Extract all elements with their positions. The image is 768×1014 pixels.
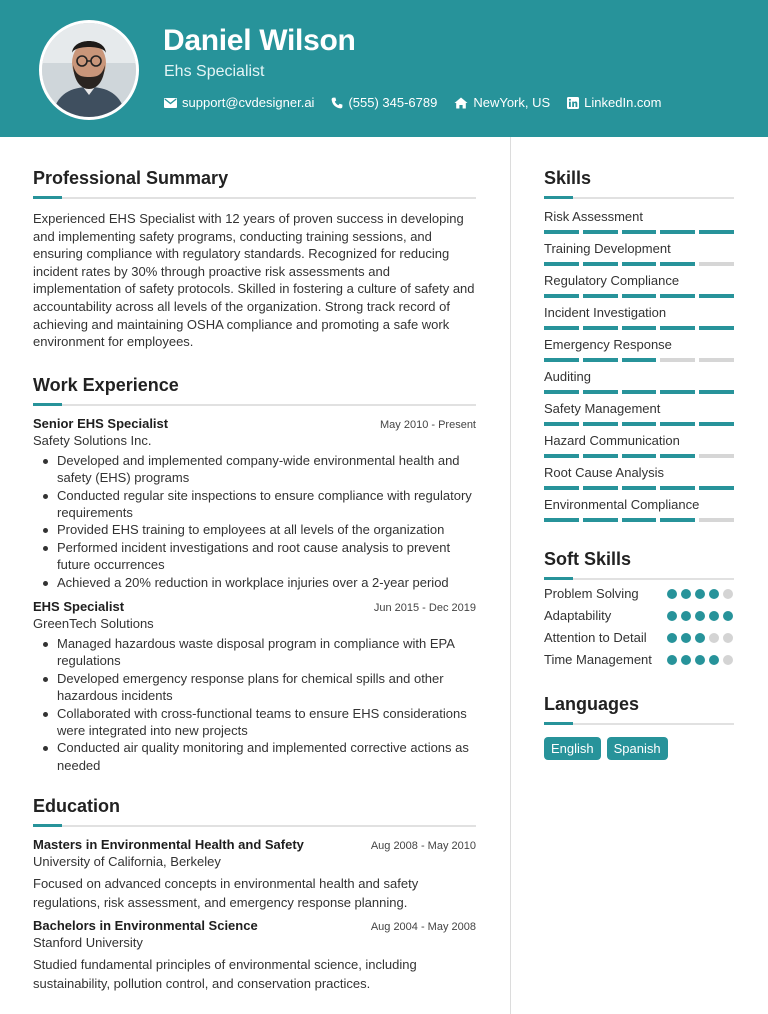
skill-level-segment xyxy=(544,326,579,330)
soft-skill-item xyxy=(544,651,734,668)
summary-section xyxy=(33,168,476,351)
skill-level-bar xyxy=(544,230,734,234)
home-icon xyxy=(454,97,468,109)
soft-skill-name: Attention to Detail xyxy=(544,630,647,645)
skill-level-segment xyxy=(544,294,579,298)
skill-level-segment xyxy=(544,518,579,522)
job-bullet: Performed incident investigations and root cause analysis to prevent future occurrences xyxy=(33,539,476,574)
soft-skill-rating xyxy=(667,629,734,643)
skill-level-segment xyxy=(699,518,734,522)
profile-photo xyxy=(42,23,136,117)
rating-dot xyxy=(667,611,677,621)
skill-level-segment xyxy=(583,326,618,330)
degree-title: Masters in Environmental Health and Safety xyxy=(33,837,304,853)
skill-level-segment xyxy=(622,390,657,394)
rating-dot xyxy=(695,655,705,665)
soft-skill-name: Problem Solving xyxy=(544,586,639,601)
skill-level-segment xyxy=(660,358,695,362)
skill-level-bar xyxy=(544,454,734,458)
contact-bar xyxy=(164,95,679,110)
job-bullet: Conducted regular site inspections to ensure compliance with regulatory requirements xyxy=(33,487,476,522)
skill-level-segment xyxy=(583,518,618,522)
skills-heading: Skills xyxy=(544,168,592,188)
envelope-icon xyxy=(164,98,177,108)
skill-level-segment xyxy=(622,518,657,522)
skill-level-segment xyxy=(699,326,734,330)
skill-level-segment xyxy=(544,454,579,458)
skill-item xyxy=(544,401,734,426)
education-entry xyxy=(33,918,476,993)
languages-section xyxy=(544,694,734,760)
soft-skill-item xyxy=(544,607,734,624)
skill-level-segment xyxy=(699,358,734,362)
skills-list xyxy=(544,209,734,522)
skill-level-segment xyxy=(544,422,579,426)
soft-skill-item xyxy=(544,629,734,646)
phone-icon xyxy=(331,97,343,109)
job-bullet: Developed emergency response plans for chemical spills and other hazardous incidents xyxy=(33,670,476,705)
education-heading: Education xyxy=(33,796,121,817)
soft-skills-heading: Soft Skills xyxy=(544,549,632,569)
soft-skills-section xyxy=(544,549,734,668)
avatar xyxy=(39,20,139,120)
job-bullets xyxy=(33,635,476,774)
skills-section xyxy=(544,168,734,522)
candidate-role: Ehs Specialist xyxy=(164,63,265,80)
education-dates: Aug 2008 - May 2010 xyxy=(370,840,476,853)
skill-level-segment xyxy=(622,262,657,266)
contact-linkedin-text: LinkedIn.com xyxy=(584,95,662,110)
skill-level-bar xyxy=(544,262,734,266)
skill-item xyxy=(544,465,734,490)
skill-level-segment xyxy=(622,454,657,458)
skill-level-segment xyxy=(622,230,657,234)
skill-level-bar xyxy=(544,390,734,394)
rating-dot xyxy=(667,655,677,665)
skill-item xyxy=(544,337,734,362)
rating-dot xyxy=(681,589,691,599)
rating-dot xyxy=(709,611,719,621)
skill-level-segment xyxy=(660,518,695,522)
education-description: Studied fundamental principles of environmental science, including sustainability, pollution control, and conservation practices. xyxy=(33,957,417,992)
rating-dot xyxy=(681,655,691,665)
skill-level-segment xyxy=(544,262,579,266)
rating-dot xyxy=(695,611,705,621)
skill-level-bar xyxy=(544,486,734,490)
skill-name: Auditing xyxy=(544,369,591,384)
skill-item xyxy=(544,305,734,330)
skill-name: Safety Management xyxy=(544,401,661,416)
experience-section xyxy=(33,375,476,775)
rating-dot xyxy=(681,633,691,643)
contact-phone[interactable] xyxy=(331,95,437,110)
skill-name: Hazard Communication xyxy=(544,433,680,448)
skill-level-segment xyxy=(583,262,618,266)
skill-item xyxy=(544,209,734,234)
soft-skill-rating xyxy=(667,585,734,599)
skill-name: Environmental Compliance xyxy=(544,497,700,512)
education-section xyxy=(33,796,476,993)
language-tag: Spanish xyxy=(607,737,668,760)
skill-name: Incident Investigation xyxy=(544,305,667,320)
contact-linkedin[interactable] xyxy=(567,95,661,110)
rating-dot xyxy=(681,611,691,621)
candidate-name: Daniel Wilson xyxy=(163,24,356,57)
contact-phone-text: (555) 345-6789 xyxy=(348,95,438,110)
education-description: Focused on advanced concepts in environmental health and safety regulations, risk assessment, and emergency response planning. xyxy=(33,876,419,911)
contact-email[interactable] xyxy=(164,95,314,110)
skill-level-segment xyxy=(544,230,579,234)
rating-dot xyxy=(709,655,719,665)
job-entry xyxy=(33,599,476,774)
soft-skill-item xyxy=(544,585,734,602)
section-rule xyxy=(544,578,734,580)
skill-name: Training Development xyxy=(544,241,671,256)
school-name: Stanford University xyxy=(33,935,143,951)
skill-level-segment xyxy=(544,390,579,394)
rating-dot xyxy=(723,655,733,665)
degree-title: Bachelors in Environmental Science xyxy=(33,918,258,934)
skill-level-bar xyxy=(544,294,734,298)
skill-level-segment xyxy=(622,294,657,298)
summary-text: Experienced EHS Specialist with 12 years of proven success in developing and implementing safety programs, conducting training sessions, and ensuring compliance with regulatory standards. Recognized for reducing incident rates by 30% through proactive risk assessments and implementation of safety protocols. Skilled in fostering a culture of safety and accountability across all levels of the organization. Strong track record of achieving and maintaining OSHA compliance and promoting a safe work environment for employees. xyxy=(33,211,475,350)
column-divider xyxy=(510,137,511,1014)
language-tags xyxy=(544,737,734,760)
skill-item xyxy=(544,433,734,458)
soft-skill-rating xyxy=(667,651,734,665)
job-title: EHS Specialist xyxy=(33,599,125,614)
skill-level-segment xyxy=(544,358,579,362)
skill-level-segment xyxy=(622,358,657,362)
job-company: GreenTech Solutions xyxy=(33,616,154,631)
rating-dot xyxy=(695,589,705,599)
languages-heading: Languages xyxy=(544,694,640,714)
skill-item xyxy=(544,369,734,394)
section-rule xyxy=(544,723,734,725)
education-dates: Aug 2004 - May 2008 xyxy=(370,921,476,934)
contact-email-text: support@cvdesigner.ai xyxy=(182,95,315,110)
skill-level-segment xyxy=(699,422,734,426)
rating-dot xyxy=(667,633,677,643)
skill-level-bar xyxy=(544,326,734,330)
skill-level-segment xyxy=(660,230,695,234)
skill-level-segment xyxy=(544,486,579,490)
rating-dot xyxy=(723,589,733,599)
skill-name: Emergency Response xyxy=(544,337,672,352)
section-rule xyxy=(33,825,476,827)
skill-level-segment xyxy=(583,454,618,458)
skill-level-bar xyxy=(544,422,734,426)
linkedin-icon xyxy=(567,97,579,109)
skill-name: Root Cause Analysis xyxy=(544,465,664,480)
skill-level-segment xyxy=(583,294,618,298)
skill-item xyxy=(544,241,734,266)
job-bullet: Developed and implemented company-wide environmental health and safety (EHS) programs xyxy=(33,452,476,487)
rating-dot xyxy=(709,589,719,599)
skill-level-segment xyxy=(622,486,657,490)
rating-dot xyxy=(667,589,677,599)
education-entry xyxy=(33,837,476,912)
language-tag: English xyxy=(544,737,601,760)
rating-dot xyxy=(723,611,733,621)
section-rule xyxy=(544,197,734,199)
summary-heading: Professional Summary xyxy=(33,168,229,188)
job-bullet: Achieved a 20% reduction in workplace injuries over a 2-year period xyxy=(33,574,476,591)
skill-level-segment xyxy=(583,390,618,394)
job-dates: May 2010 - Present xyxy=(380,418,476,431)
skill-level-segment xyxy=(583,230,618,234)
school-name: University of California, Berkeley xyxy=(33,854,221,870)
skill-level-segment xyxy=(583,422,618,426)
skill-item xyxy=(544,497,734,522)
skill-item xyxy=(544,273,734,298)
rating-dot xyxy=(695,633,705,643)
skill-level-segment xyxy=(660,454,695,458)
skill-level-segment xyxy=(660,390,695,394)
experience-heading: Work Experience xyxy=(33,374,179,395)
skill-level-segment xyxy=(660,262,695,266)
skill-level-segment xyxy=(699,486,734,490)
job-company: Safety Solutions Inc. xyxy=(33,432,152,448)
soft-skill-name: Time Management xyxy=(544,652,652,667)
contact-location-text: NewYork, US xyxy=(473,95,551,110)
skill-level-segment xyxy=(699,230,734,234)
main-column xyxy=(33,168,476,993)
sidebar-column xyxy=(544,168,734,760)
job-bullet: Collaborated with cross-functional teams to ensure EHS considerations were integrated into new projects xyxy=(33,705,476,740)
job-bullet: Managed hazardous waste disposal program in compliance with EPA regulations xyxy=(33,635,476,670)
skill-level-segment xyxy=(699,454,734,458)
job-bullet: Conducted air quality monitoring and implemented corrective actions as needed xyxy=(33,739,476,774)
skill-level-segment xyxy=(699,262,734,266)
soft-skills-list xyxy=(544,585,734,668)
resume-header xyxy=(0,0,768,137)
soft-skill-name: Adaptability xyxy=(544,608,612,623)
section-rule xyxy=(33,404,476,406)
skill-level-segment xyxy=(583,358,618,362)
skill-level-bar xyxy=(544,518,734,522)
skill-level-segment xyxy=(622,326,657,330)
rating-dot xyxy=(723,633,733,643)
skill-level-segment xyxy=(583,486,618,490)
job-bullets xyxy=(33,452,476,591)
skill-name: Risk Assessment xyxy=(544,209,643,224)
skill-level-segment xyxy=(660,486,695,490)
job-bullet: Provided EHS training to employees at all levels of the organization xyxy=(33,521,476,538)
job-title: Senior EHS Specialist xyxy=(33,415,169,431)
skill-level-bar xyxy=(544,358,734,362)
contact-location xyxy=(454,95,550,110)
section-rule xyxy=(33,197,476,199)
job-dates: Jun 2015 - Dec 2019 xyxy=(373,602,476,614)
skill-name: Regulatory Compliance xyxy=(544,273,680,288)
skill-level-segment xyxy=(699,390,734,394)
skill-level-segment xyxy=(699,294,734,298)
rating-dot xyxy=(709,633,719,643)
soft-skill-rating xyxy=(667,607,734,621)
skill-level-segment xyxy=(660,326,695,330)
skill-level-segment xyxy=(660,422,695,426)
skill-level-segment xyxy=(622,422,657,426)
job-entry xyxy=(33,416,476,591)
skill-level-segment xyxy=(660,294,695,298)
